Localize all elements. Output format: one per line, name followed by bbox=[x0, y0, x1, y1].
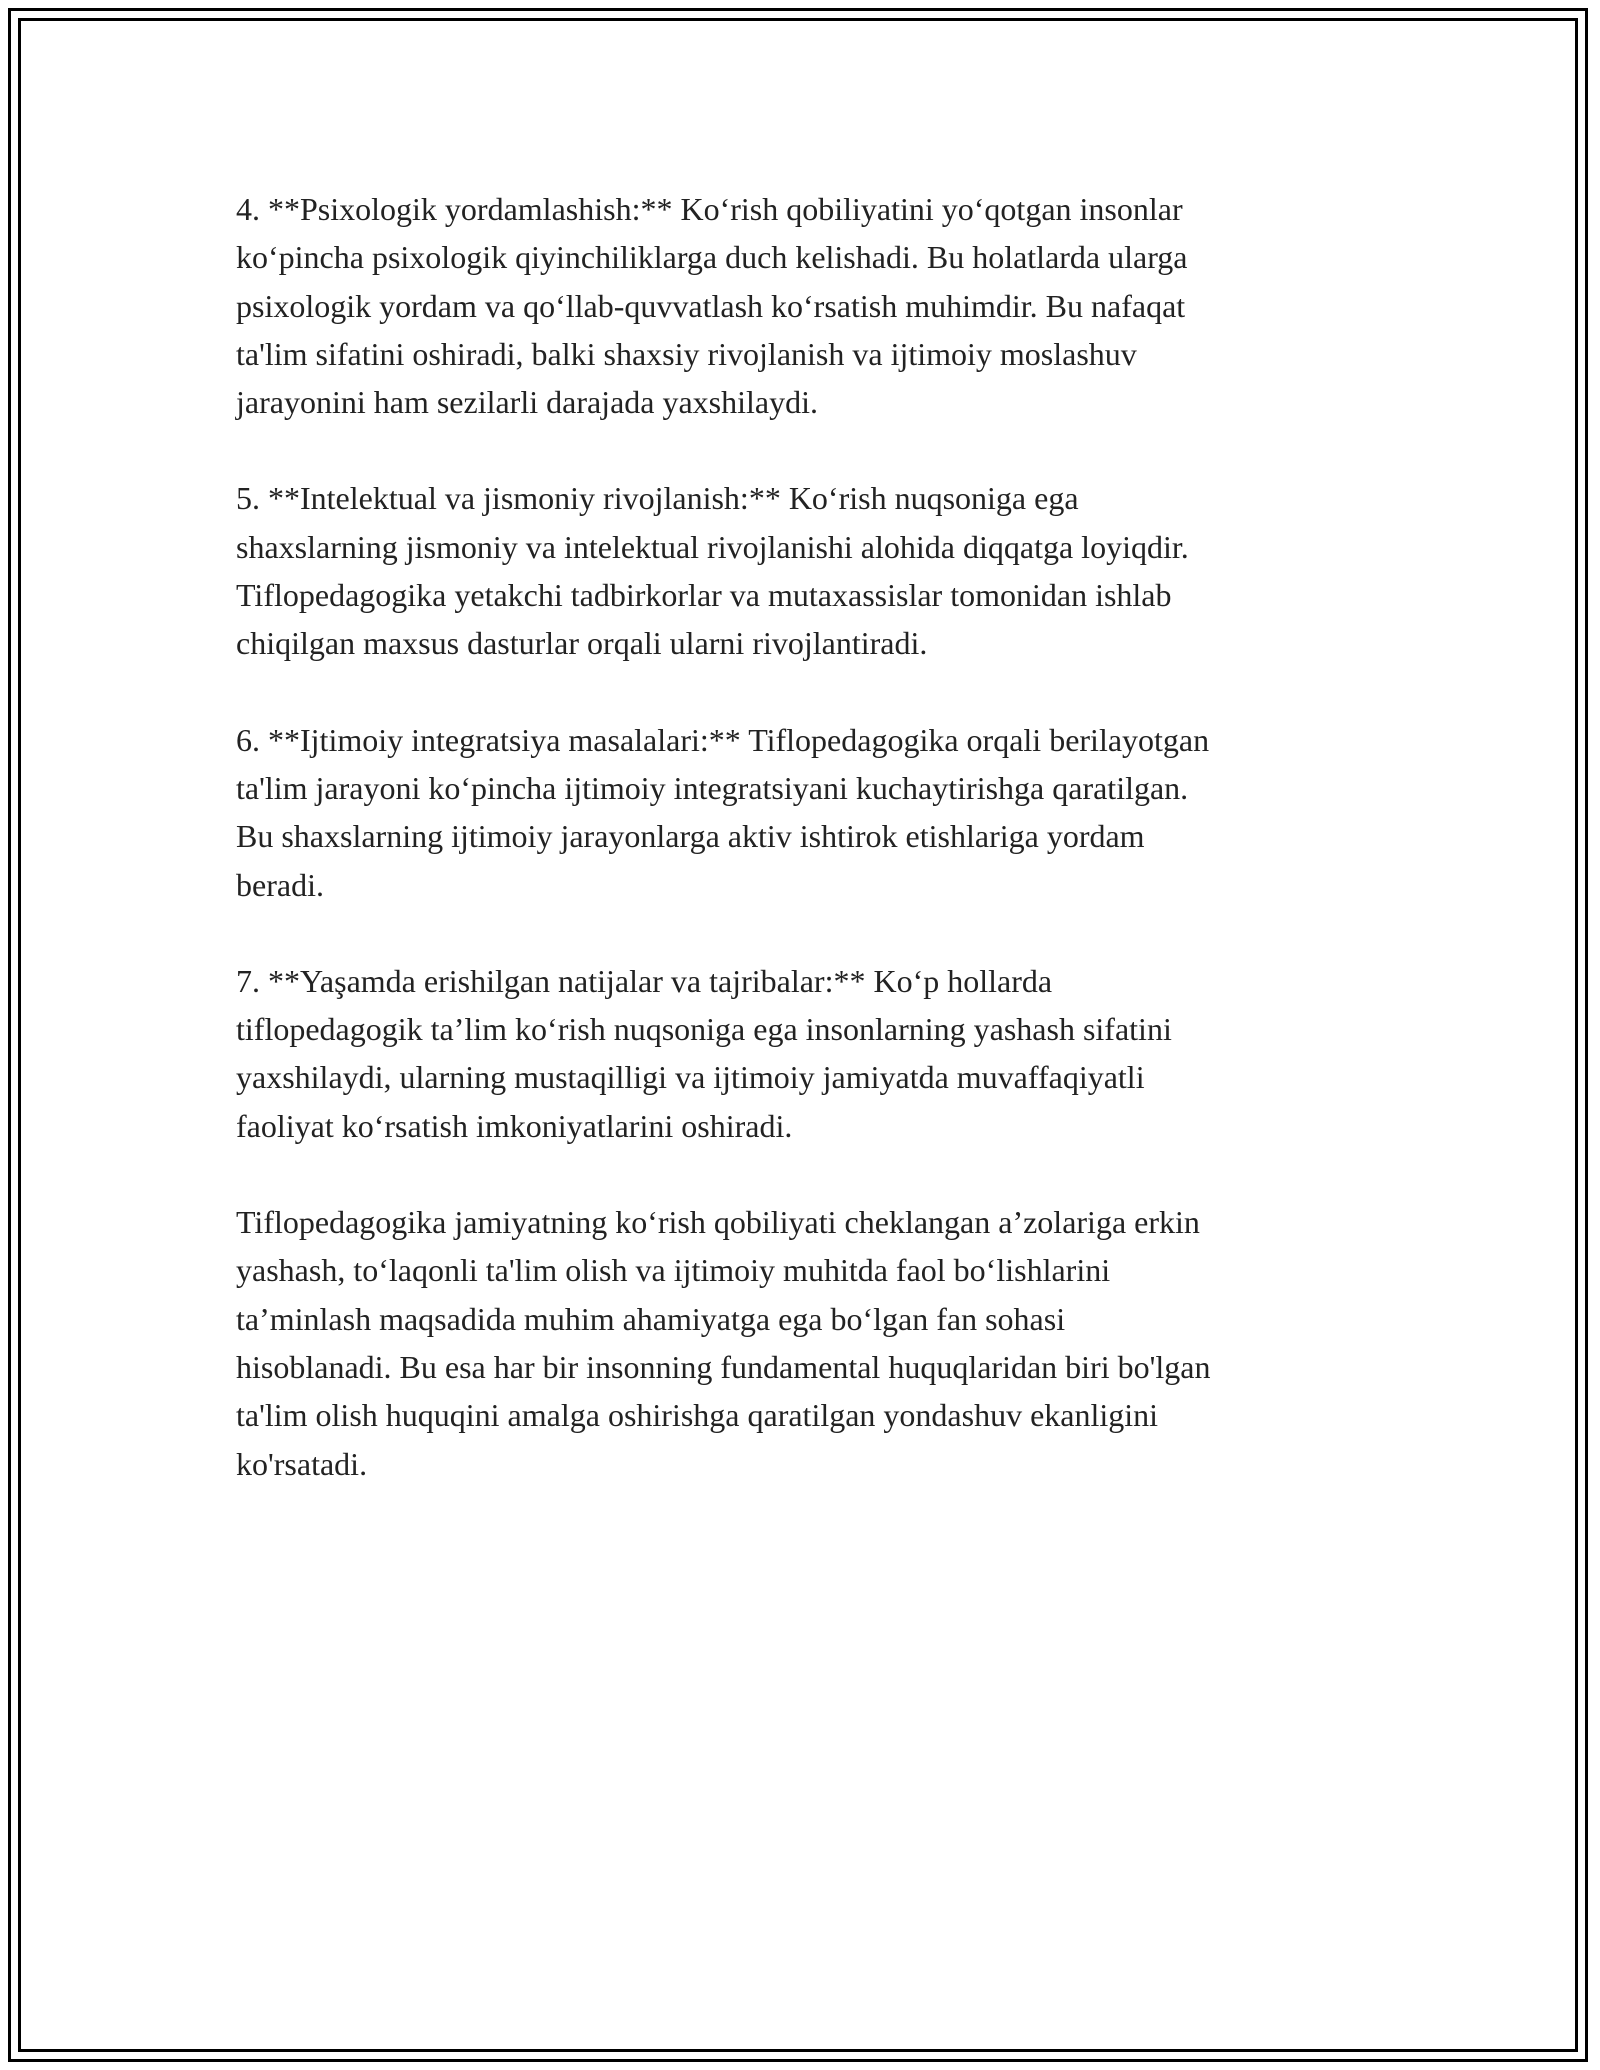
paragraph-psixologik-yordamlashish: 4. **Psixologik yordamlashish:** Ko‘rish qobiliyatini yo‘qotgan insonlar ko‘pincha psixologik qiyinchiliklarga duch kelishadi. Bu holatlarda ularga psixologik yordam va qo‘llab-quvvatlash ko‘rsatish muhimdir. Bu nafaqat ta'lim sifatini oshiradi, balki shaxsiy rivojlanish va ijtimoiy moslashuv jarayonini ham sezilarli darajada yaxshilaydi. bbox=[236, 191, 1188, 421]
paragraph-ijtimoiy-integratsiya: 6. **Ijtimoiy integratsiya masalalari:** Tiflopedagogika orqali berilayotgan ta'lim jarayoni ko‘pincha ijtimoiy integratsiyani kuchaytirishga qaratilgan. Bu shaxslarning ijtimoiy jarayonlarga aktiv ishtirok etishlariga yordam beradi. bbox=[236, 721, 1210, 903]
paragraph-conclusion: Tiflopedagogika jamiyatning ko‘rish qobiliyati cheklangan a’zolariga erkin yashash, to‘laqonli ta'lim olish va ijtimoiy muhitda faol bo‘lishlarini ta’minlash maqsadida muhim ahamiyatga ega bo‘lgan fan sohasi hisoblanadi. Bu esa har bir insonning fundamental huquqlaridan biri bo'lgan ta'lim olish huquqini amalga oshirishga qaratilgan yondashuv ekanligini ko'rsatadi. bbox=[236, 1204, 1211, 1482]
document-body bbox=[236, 185, 1376, 1536]
paragraph-natijalar-tajribalar: 7. **Yaşamda erishilgan natijalar va tajribalar:** Ko‘p hollarda tiflopedagogik ta’lim ko‘rish nuqsoniga ega insonlarning yashash sifatini yaxshilaydi, ularning mustaqilligi va ijtimoiy jamiyatda muvaffaqiyatli faoliyat ko‘rsatish imkoniyatlarini oshiradi. bbox=[236, 962, 1172, 1144]
paragraph-intelektual-rivojlanish: 5. **Intelektual va jismoniy rivojlanish:** Ko‘rish nuqsoniga ega shaxslarning jismoniy va intelektual rivojlanishi alohida diqqatga loyiqdir. Tiflopedagogika yetakchi tadbirkorlar va mutaxassislar tomonidan ishlab chiqilgan maxsus dasturlar orqali ularni rivojlantiradi. bbox=[236, 480, 1189, 662]
